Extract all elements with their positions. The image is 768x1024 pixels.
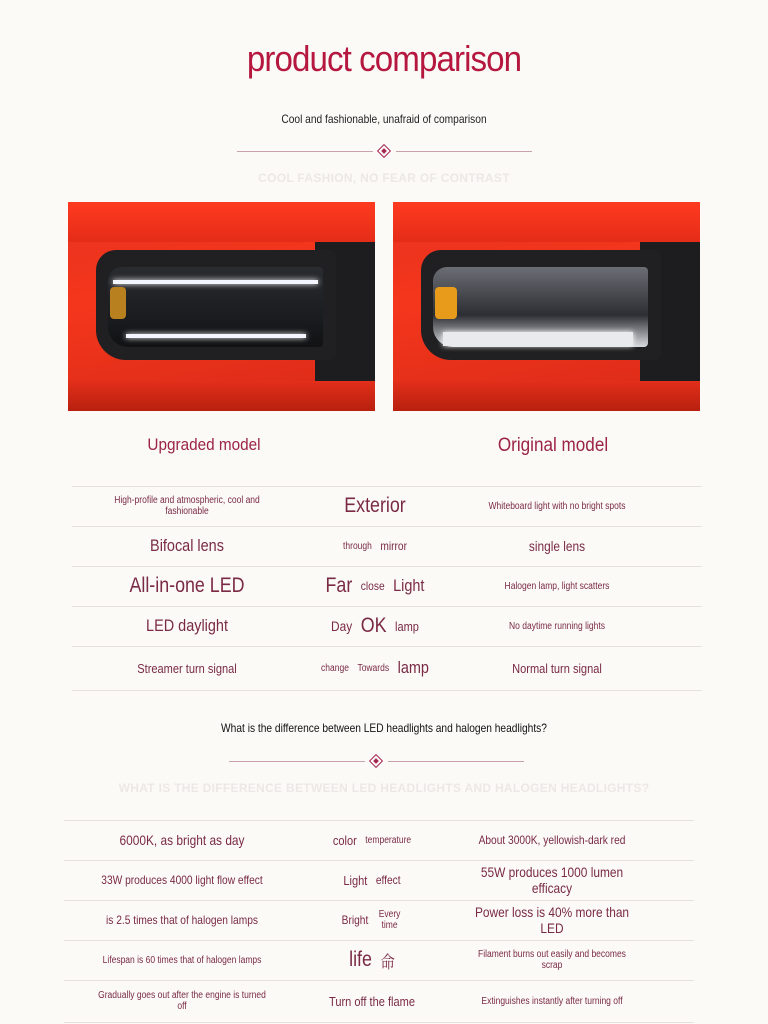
center-word: Far (325, 574, 353, 597)
row-divider (72, 690, 702, 691)
upgraded-model-label: Upgraded model (147, 435, 261, 454)
right-text: Normal turn signal (512, 660, 602, 676)
left-cell (94, 606, 281, 646)
center-word: lamp (397, 658, 429, 677)
divider (237, 151, 373, 152)
center-word: close (360, 579, 385, 593)
right-text: About 3000K, yellowish-dark red (478, 833, 626, 847)
right-text: Filament burns out easily and becomes scrap (478, 949, 626, 971)
center-word: color (332, 832, 357, 848)
mid-cell (279, 820, 466, 860)
question: What is the difference between LED headlights and halogen headlights? (221, 721, 547, 735)
right-cell (464, 566, 651, 606)
table-row (64, 820, 694, 860)
mid-cell (282, 526, 469, 566)
original-headlight-photo (393, 202, 700, 411)
left-cell (94, 566, 281, 606)
left-text: Bifocal lens (150, 536, 224, 555)
right-cell (464, 486, 651, 526)
table-row (72, 606, 702, 646)
center-word: Every time (378, 909, 401, 931)
right-cell (459, 900, 646, 940)
center-word: effect (375, 873, 401, 887)
center-word: Bright (341, 913, 369, 927)
left-cell (89, 860, 276, 900)
center-word: mirror (380, 539, 407, 553)
mid-cell (282, 646, 469, 690)
center-word: Light (393, 576, 425, 595)
left-text: Gradually goes out after the engine is turned off (98, 990, 266, 1012)
center-word: Light (343, 872, 368, 888)
page-title: product comparison (246, 38, 522, 79)
right-text: Extinguishes instantly after turning off (481, 995, 623, 1007)
mid-cell (282, 566, 469, 606)
table-row (72, 526, 702, 566)
left-cell (89, 980, 276, 1022)
diamond-icon (369, 754, 383, 768)
left-cell (89, 900, 276, 940)
left-text: High-profile and atmospheric, cool and fashionable (114, 495, 260, 517)
divider (229, 761, 365, 762)
diamond-icon (377, 144, 391, 158)
table-row (64, 860, 694, 900)
mid-cell (279, 860, 466, 900)
left-text: Streamer turn signal (137, 660, 237, 676)
left-text: Lifespan is 60 times that of halogen lamps (102, 954, 262, 966)
left-text: 6000K, as bright as day (119, 832, 245, 848)
ghost-heading-2: WHAT IS THE DIFFERENCE BETWEEN LED HEADLIGHTS AND HALOGEN HEADLIGHTS? (118, 781, 650, 795)
subtitle: Cool and fashionable, unafraid of comparison (281, 112, 487, 126)
divider (388, 761, 524, 762)
left-text: LED daylight (146, 616, 228, 635)
original-model-label: Original model (497, 435, 609, 456)
left-cell (94, 486, 281, 526)
right-cell (464, 526, 651, 566)
center-word: Towards (357, 662, 390, 674)
table-row (72, 486, 702, 526)
table-row (72, 646, 702, 690)
left-text: is 2.5 times that of halogen lamps (106, 913, 258, 927)
right-cell (464, 646, 651, 690)
right-text: 55W produces 1000 lumen efficacy (480, 864, 624, 896)
table-row (72, 566, 702, 606)
ghost-heading: COOL FASHION, NO FEAR OF CONTRAST (258, 171, 510, 185)
right-cell (459, 980, 646, 1022)
mid-cell (279, 940, 466, 980)
left-cell (94, 646, 281, 690)
center-word: Day (331, 618, 353, 634)
left-text: All-in-one LED (129, 574, 245, 597)
right-text: No daytime running lights (509, 620, 605, 632)
right-cell (459, 860, 646, 900)
upgraded-headlight-photo (68, 202, 375, 411)
right-text: Whiteboard light with no bright spots (488, 500, 626, 512)
table-row (64, 900, 694, 940)
mid-cell (279, 900, 466, 940)
right-text: single lens (528, 538, 586, 554)
mid-cell (282, 606, 469, 646)
center-word: change (321, 662, 349, 674)
center-word: Exterior (344, 494, 406, 517)
table-row (64, 980, 694, 1022)
center-word: lamp (395, 618, 419, 634)
right-cell (464, 606, 651, 646)
left-text: 33W produces 4000 light flow effect (101, 873, 263, 887)
center-word: OK (360, 614, 387, 637)
center-word: life (349, 948, 372, 971)
left-cell (89, 940, 276, 980)
right-cell (459, 820, 646, 860)
center-word: Turn off the flame (328, 993, 415, 1009)
table-row (64, 940, 694, 980)
right-text: Power loss is 40% more than LED (474, 904, 630, 936)
center-word: through (343, 540, 372, 552)
right-text: Halogen lamp, light scatters (504, 580, 610, 592)
right-cell (459, 940, 646, 980)
center-word: 命 (380, 952, 395, 972)
center-word: temperature (365, 834, 412, 846)
left-cell (89, 820, 276, 860)
left-cell (94, 526, 281, 566)
mid-cell (282, 486, 469, 526)
row-divider (64, 1022, 694, 1023)
mid-cell (279, 980, 466, 1022)
divider (396, 151, 532, 152)
